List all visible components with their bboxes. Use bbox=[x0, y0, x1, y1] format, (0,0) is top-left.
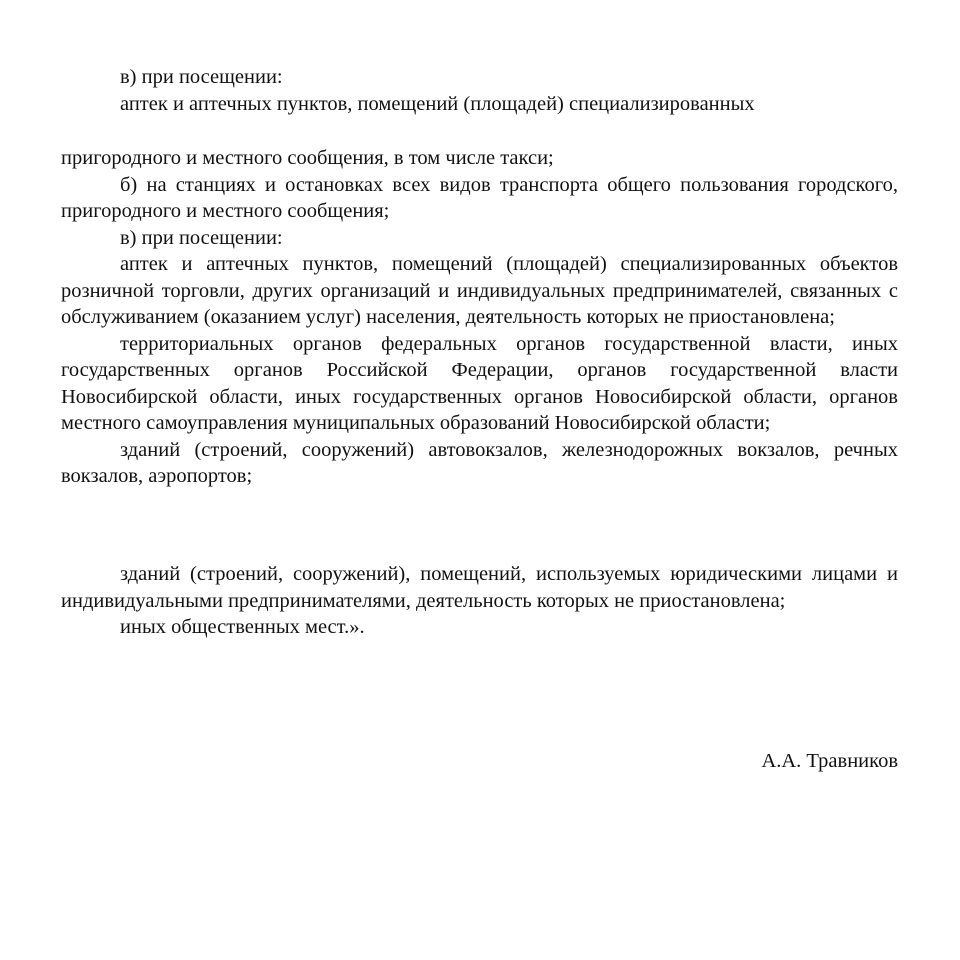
paragraph: территориальных органов федеральных органов государственной власти, иных государственных органов Российской Федерации, органов государственной власти Новосибирской области, иных государственных органов Новосибирской области, органов местного самоуправления муниципальных образований Новосибирской области; bbox=[61, 332, 898, 434]
paragraph: в) при посещении: bbox=[120, 226, 283, 249]
signature: А.А. Травников bbox=[761, 750, 898, 772]
text-block-top bbox=[61, 64, 898, 117]
paragraph: пригородного и местного сообщения, в том числе такси; bbox=[61, 147, 554, 169]
paragraph: аптек и аптечных пунктов, помещений (площадей) специализированных объектов розничной торговли, других организаций и индивидуальных предпринимателей, связанных с обслуживанием (оказанием услуг) населения, деятельность которых не приостановлена; bbox=[61, 253, 898, 328]
paragraph: зданий (строений, сооружений), помещений, используемых юридическими лицами и индивидуальными предпринимателями, деятельность которых не приостановлена; bbox=[61, 563, 898, 612]
text-block-middle bbox=[61, 145, 898, 490]
paragraph: б) на станциях и остановках всех видов транспорта общего пользования городского, пригородного и местного сообщения; bbox=[61, 173, 898, 222]
text-block-bottom bbox=[61, 561, 898, 641]
paragraph: зданий (строений, сооружений) автовокзалов, железнодорожных вокзалов, речных вокзалов, аэропортов; bbox=[61, 438, 898, 487]
paragraph: иных общественных мест.». bbox=[120, 616, 365, 638]
paragraph: аптек и аптечных пунктов, помещений (площадей) специализированных bbox=[120, 92, 755, 115]
paragraph: в) при посещении: bbox=[120, 66, 283, 88]
